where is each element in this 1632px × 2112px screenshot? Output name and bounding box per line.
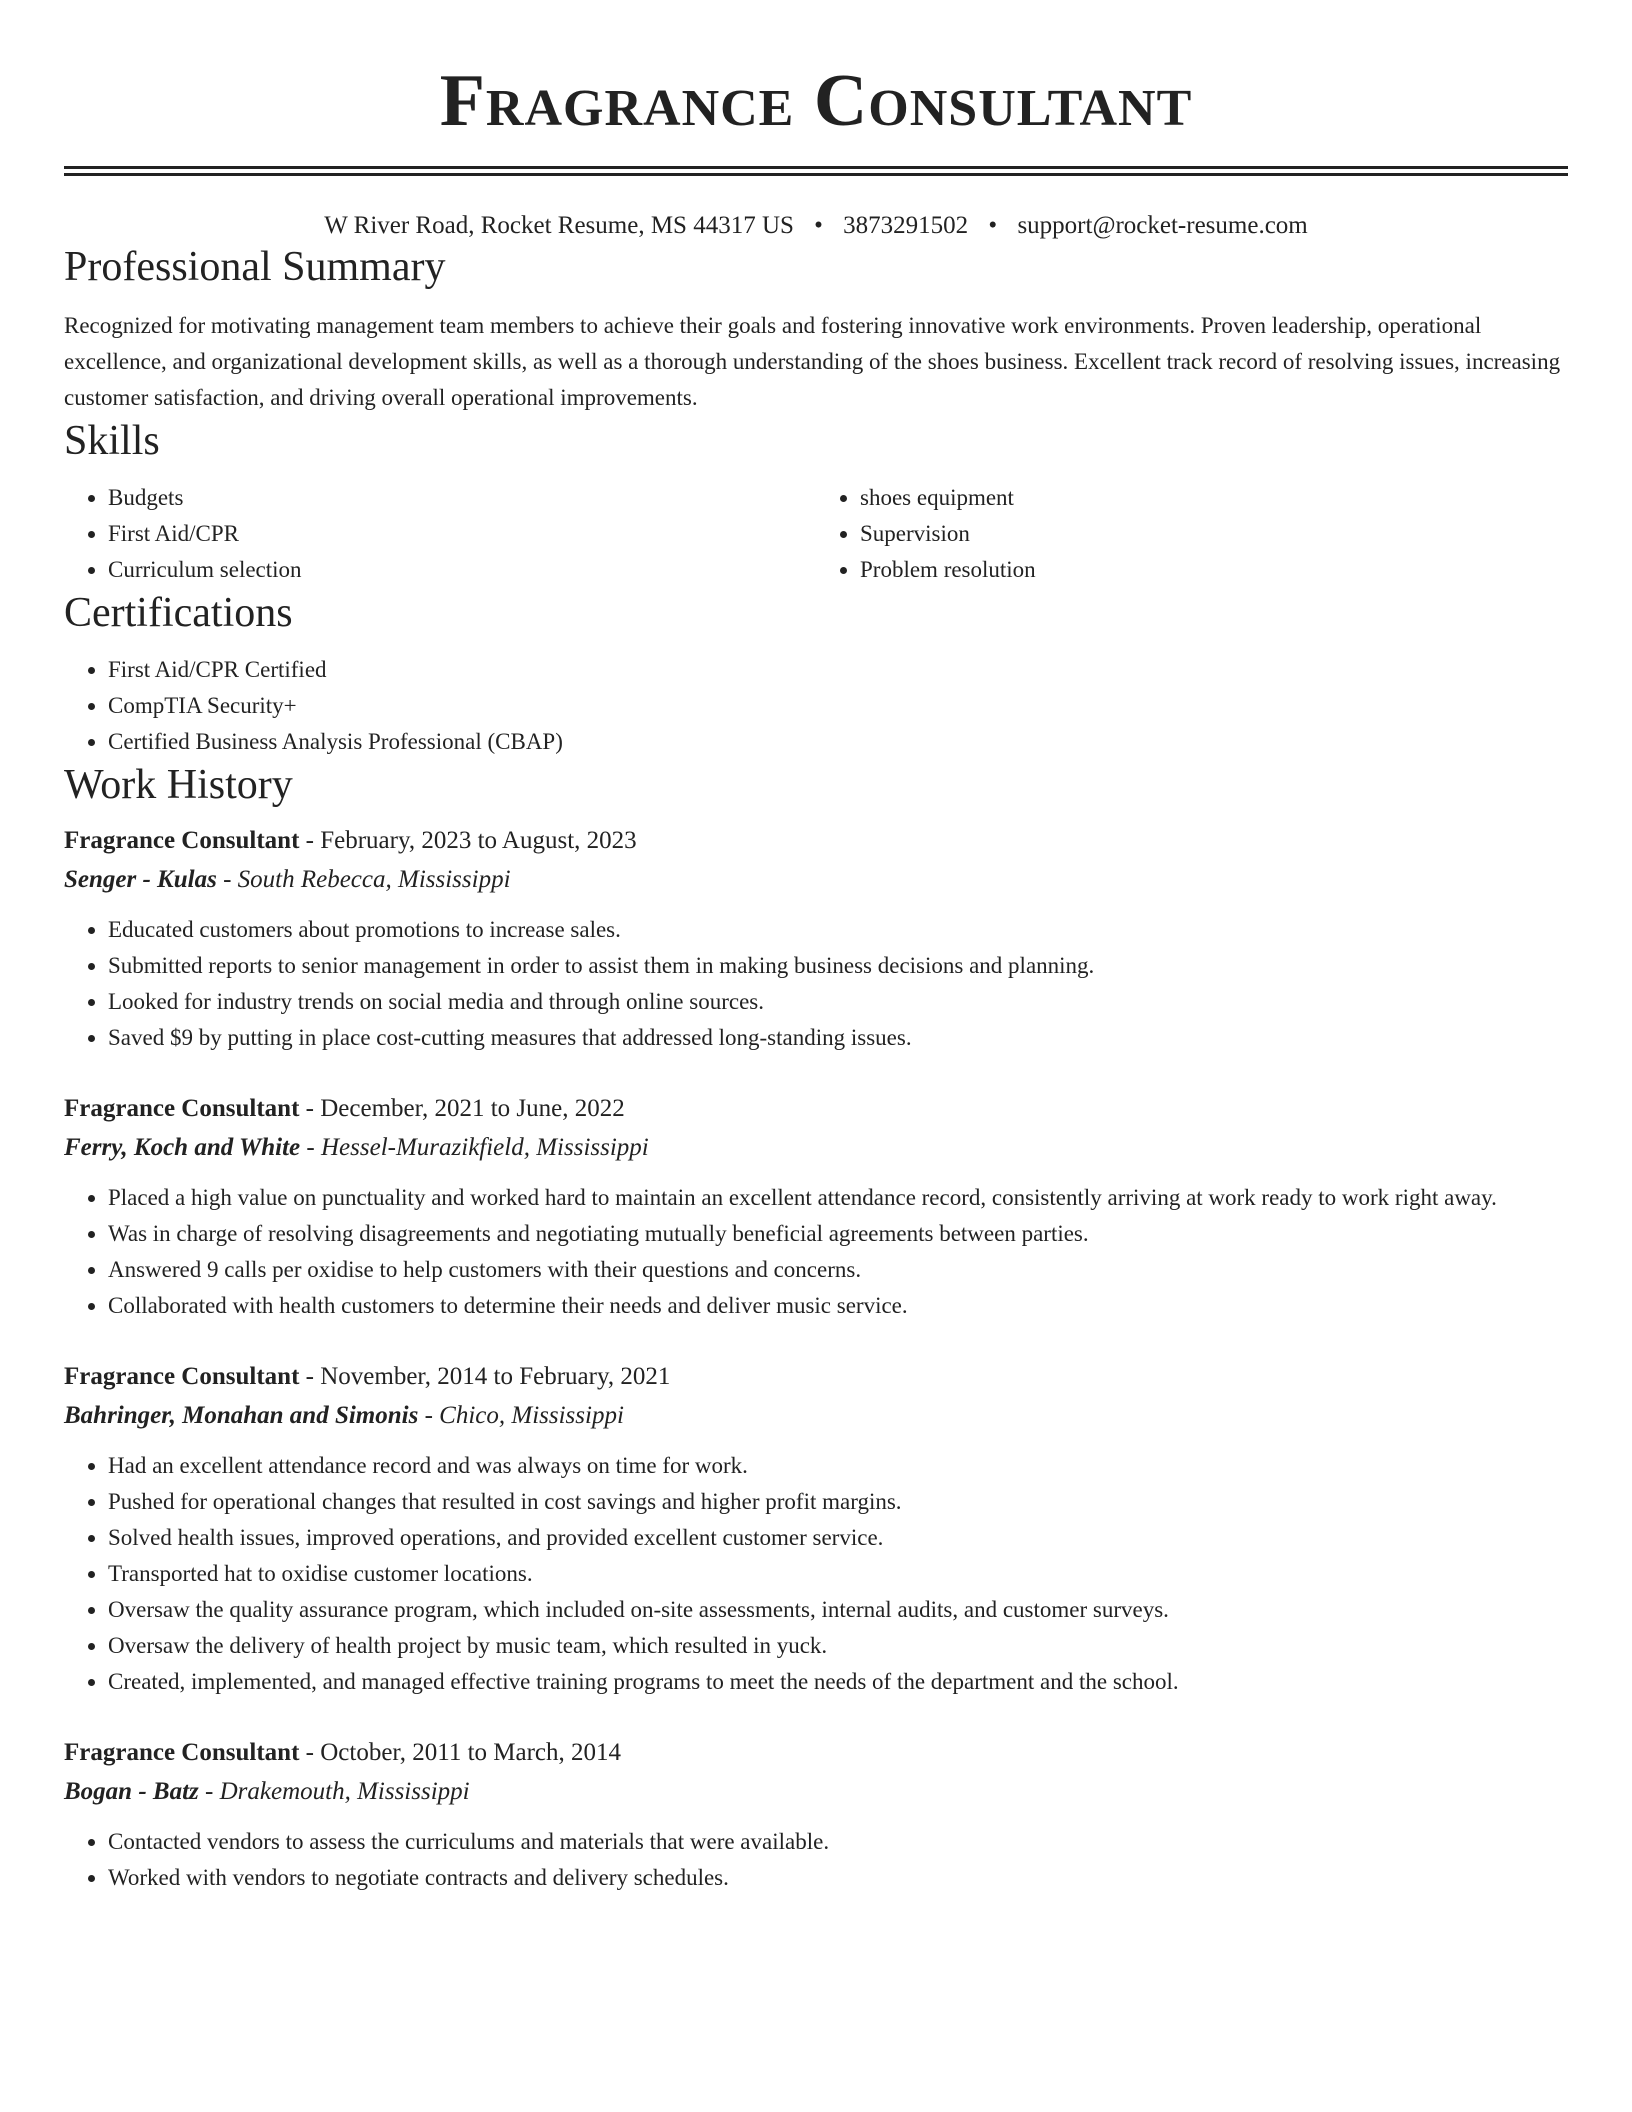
dash: -	[299, 1363, 321, 1390]
job-company: Bogan - Batz	[64, 1778, 199, 1805]
job-location: Chico, Mississippi	[439, 1402, 624, 1429]
resume-title: Fragrance Consultant	[439, 60, 1193, 142]
job-company-line	[64, 1128, 1568, 1168]
job-title: Fragrance Consultant	[64, 1739, 300, 1766]
certifications-list	[64, 652, 1568, 760]
skill-item: • Curriculum selection	[108, 552, 816, 588]
job-company: Bahringer, Monahan and Simonis	[64, 1402, 419, 1429]
contact-email: support@rocket-resume.com	[1017, 212, 1308, 239]
job-title: Fragrance Consultant	[64, 1363, 300, 1390]
job-bullet: • Saved $9 by putting in place cost-cutting measures that addressed long-standing issues.	[108, 1020, 1568, 1056]
contact-separator: •	[988, 212, 998, 239]
dash: -	[216, 866, 238, 893]
job-company: Ferry, Koch and White	[64, 1134, 301, 1161]
job-bullet: • Educated customers about promotions to increase sales.	[108, 912, 1568, 948]
job-bullet: • Collaborated with health customers to determine their needs and deliver music service.	[108, 1288, 1568, 1324]
contact-line	[64, 210, 1568, 242]
dash: -	[418, 1402, 440, 1429]
work-history-heading: Work History	[64, 762, 293, 808]
job-bullet: • Was in charge of resolving disagreements and negotiating mutually beneficial agreements between parties.	[108, 1216, 1568, 1252]
job-dates: December, 2021 to June, 2022	[320, 1095, 625, 1122]
summary-text: Recognized for motivating management team members to achieve their goals and fostering innovative work environments. Proven leadership, operational excellence, and organizational development skills, as well as a thorough understanding of the shoes business. Excellent track record of resolving issues, increasing customer satisfaction, and driving overall operational improvements.	[64, 313, 1561, 410]
job-bullets	[64, 1448, 1568, 1700]
skill-item: • shoes equipment	[860, 480, 1568, 516]
dash: -	[300, 1134, 321, 1161]
contact-separator: •	[814, 212, 823, 239]
job-bullets	[64, 1180, 1568, 1324]
job-company-line	[64, 1396, 1568, 1436]
skills-left-list	[64, 480, 816, 588]
job-bullets	[64, 912, 1568, 1056]
job-bullet: • Pushed for operational changes that resulted in cost savings and higher profit margins.	[108, 1484, 1568, 1520]
skills-heading: Skills	[64, 418, 160, 464]
job-location: South Rebecca, Mississippi	[237, 866, 511, 893]
job-title-line	[64, 1734, 1568, 1772]
job-company-line	[64, 1772, 1568, 1812]
skill-item: • First Aid/CPR	[108, 516, 816, 552]
job-entry	[64, 1734, 1568, 1896]
job-bullets	[64, 1824, 1568, 1896]
job-title-line	[64, 822, 1568, 860]
dash: -	[299, 827, 321, 854]
job-entry	[64, 822, 1568, 1056]
job-company-line	[64, 860, 1568, 900]
certification-item: • CompTIA Security+	[108, 688, 1568, 724]
job-bullet: • Oversaw the delivery of health project by music team, which resulted in yuck.	[108, 1628, 1568, 1664]
job-title: Fragrance Consultant	[64, 827, 300, 854]
job-dates: November, 2014 to February, 2021	[320, 1363, 671, 1390]
job-dates: October, 2011 to March, 2014	[320, 1739, 622, 1766]
certification-item: • Certified Business Analysis Professional (CBAP)	[108, 724, 1568, 760]
dash: -	[198, 1778, 220, 1805]
skill-item: • Problem resolution	[860, 552, 1568, 588]
job-title-line	[64, 1090, 1568, 1128]
job-bullet: • Answered 9 calls per oxidise to help customers with their questions and concerns.	[108, 1252, 1568, 1288]
job-bullet: • Contacted vendors to assess the curriculums and materials that were available.	[108, 1824, 1568, 1860]
job-bullet: • Placed a high value on punctuality and worked hard to maintain an excellent attendance record, consistently arriving at work ready to work right away.	[108, 1180, 1568, 1216]
job-title-line	[64, 1358, 1568, 1396]
summary-heading: Professional Summary	[64, 244, 446, 290]
skill-item: • Supervision	[860, 516, 1568, 552]
job-company: Senger - Kulas	[64, 866, 217, 893]
job-bullet: • Solved health issues, improved operations, and provided excellent customer service.	[108, 1520, 1568, 1556]
skills-right-list	[816, 480, 1568, 588]
skill-item: • Budgets	[108, 480, 816, 516]
contact-address: W River Road, Rocket Resume, MS 44317 US	[324, 212, 794, 239]
job-location: Hessel-Murazikfield, Mississippi	[320, 1134, 649, 1161]
job-bullet: • Worked with vendors to negotiate contracts and delivery schedules.	[108, 1860, 1568, 1896]
dash: -	[299, 1095, 321, 1122]
contact-phone: 3873291502	[843, 212, 969, 239]
job-bullet: • Created, implemented, and managed effective training programs to meet the needs of the department and the school.	[108, 1664, 1568, 1700]
skills-columns	[64, 480, 1568, 588]
job-bullet: • Had an excellent attendance record and was always on time for work.	[108, 1448, 1568, 1484]
job-bullet: • Transported hat to oxidise customer locations.	[108, 1556, 1568, 1592]
job-bullet: • Oversaw the quality assurance program, which included on-site assessments, internal audits, and customer surveys.	[108, 1592, 1568, 1628]
job-bullet: • Submitted reports to senior management in order to assist them in making business decisions and planning.	[108, 948, 1568, 984]
job-location: Drakemouth, Mississippi	[219, 1778, 470, 1805]
job-entry	[64, 1358, 1568, 1700]
job-title: Fragrance Consultant	[64, 1095, 300, 1122]
certifications-heading: Certifications	[64, 590, 293, 636]
dash: -	[299, 1739, 321, 1766]
job-entry	[64, 1090, 1568, 1324]
job-bullet: • Looked for industry trends on social media and through online sources.	[108, 984, 1568, 1020]
certification-item: • First Aid/CPR Certified	[108, 652, 1568, 688]
title-double-rule	[64, 166, 1568, 176]
job-dates: February, 2023 to August, 2023	[320, 827, 637, 854]
